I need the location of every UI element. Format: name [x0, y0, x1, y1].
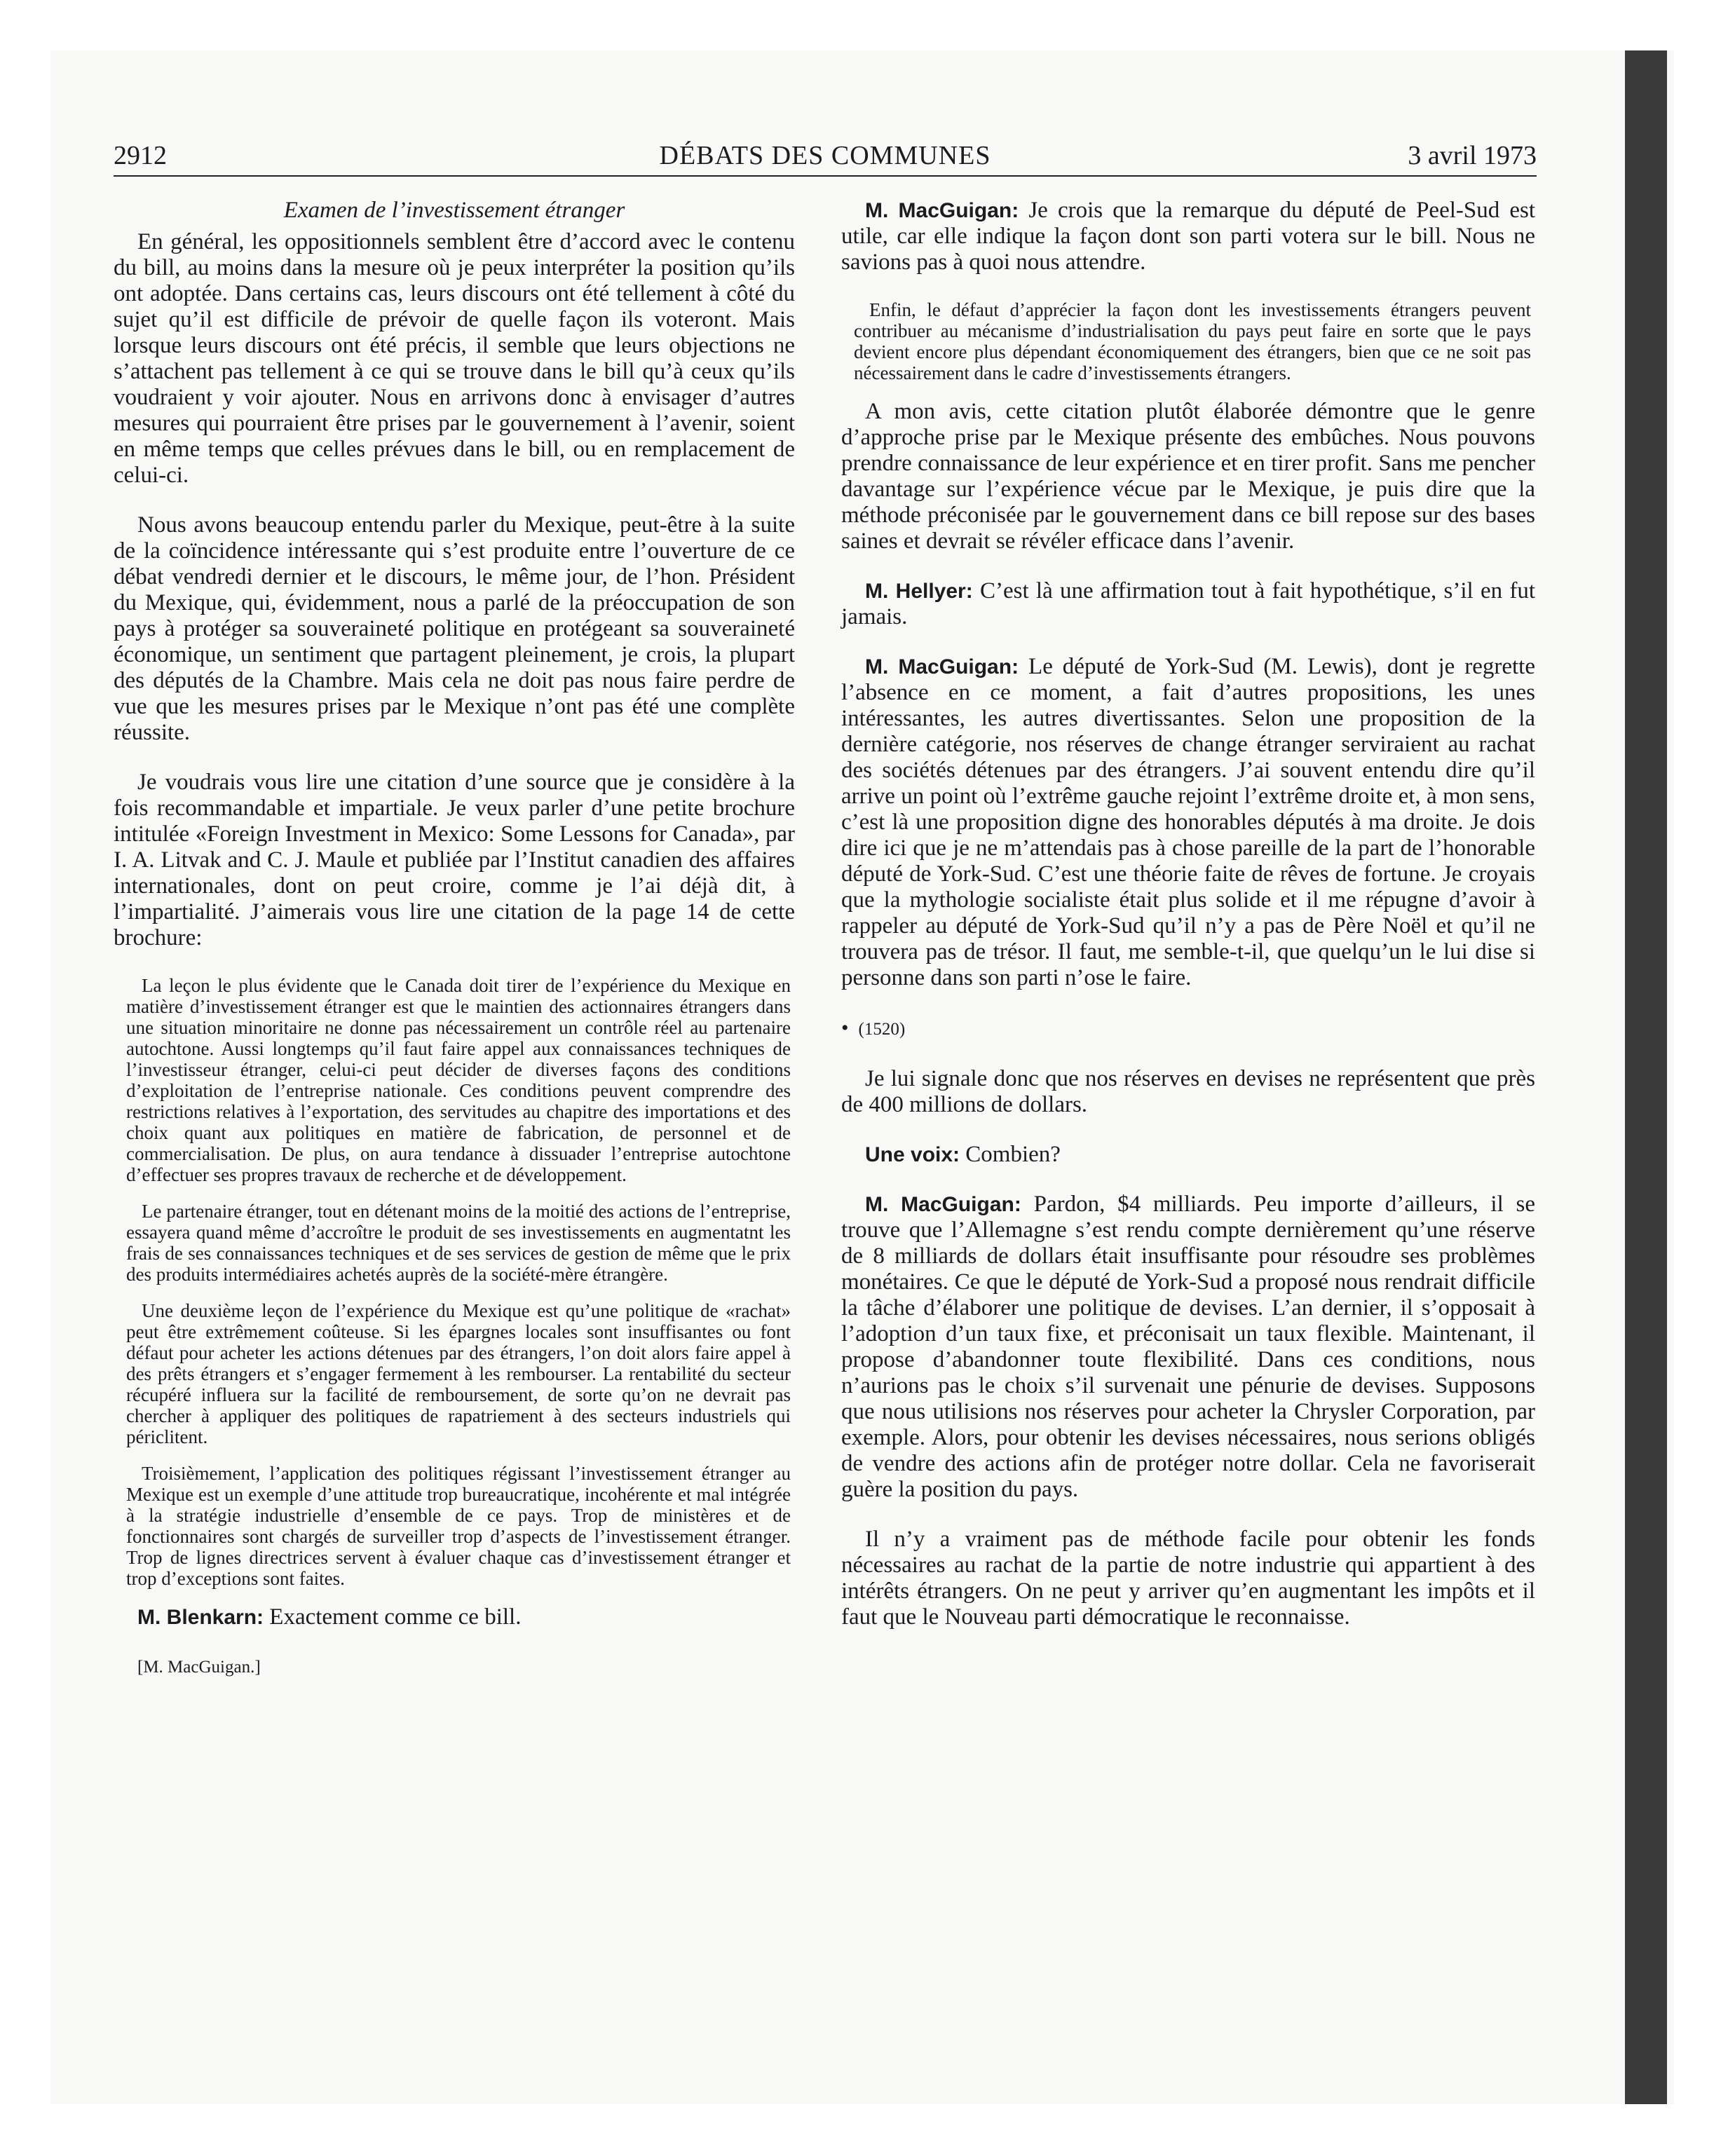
speech-text: Je crois que la remarque du député de Peel-Sud est utile, car elle indique la façon dont son parti votera sur le bill. Nous ne savions pas à quoi nous attendre.: [841, 198, 1536, 275]
speech-text: Le député de York-Sud (M. Lewis), dont je regrette l’absence en ce moment, a fait d’autres propositions, les unes intéressantes, les autres divertissantes. Selon une proposition de la dernière catégorie, nos réserves de change étranger serviraient au rachat des sociétés détenues par des étrangers. J’ai souvent entendu dire qu’il arrive un point où l’extrême gauche rejoint l’extrême droite et, à mon sens, c’est là une proposition digne des honorables députés à ma droite. Je dois dire ici que je ne m’attendais pas à chose pareille de la part de l’honorable député de York-Sud. C’est une théorie faite de rêves de fortune. Je croyais que la mythologie socialiste était plus solide et il me répugne d’avoir à rappeler au député de York-Sud qu’il n’y a pas de Père Noël et qu’il ne trouvera pas de trésor. Il faut, me semble-t-il, que quelqu’un le lui dise si personne dans son parti n’ose le faire.: [841, 654, 1536, 990]
speaker-name: Une voix:: [865, 1143, 960, 1166]
page-number: 2912: [114, 141, 167, 170]
speech-macguigan: [841, 198, 1535, 275]
speech-voix: [841, 1142, 1535, 1168]
paragraph: Il n’y a vraiment pas de méthode facile pour obtenir les fonds nécessaires au rachat de la partie de notre industrie qui appartient à des intérêts étrangers. On ne peut y arriver qu’en augmentant les impôts et il faut que le Nouveau parti démocratique le reconnaisse.: [841, 1527, 1535, 1630]
speech-hellyer: [841, 578, 1535, 630]
speaker-name: M. Blenkarn:: [137, 1606, 264, 1629]
paragraph: Je lui signale donc que nos réserves en devises ne représentent que près de 400 millions de dollars.: [841, 1066, 1535, 1117]
scan-edge-bar: [1625, 50, 1667, 2104]
speech-macguigan: [841, 654, 1535, 991]
paragraph: En général, les oppositionnels semblent être d’accord avec le contenu du bill, au moins dans la mesure où je peux interpréter la position qu’ils ont adoptée. Dans certains cas, leurs discours ont été tellement à côté du sujet qu’il est difficile de prévoir de quelle façon ils voteront. Mais lorsque leurs discours ont été précis, il semble que leurs objections ne s’attachent pas tellement à ce qui se trouve dans le bill qu’à ceux qu’ils voudraient y voir ajouter. Nous en arrivons donc à envisager d’autres mesures qui pourraient être prises par le gouvernement à l’avenir, soient en même temps que celles prévues dans le bill, ou en remplacement de celui-ci.: [114, 229, 795, 488]
quotation: Une deuxième leçon de l’expérience du Mexique est qu’une politique de «rachat» peut être extrêmement coûteuse. Si les épargnes locales sont insuffisantes ou font défaut pour acheter les actions détenues par des étrangers, l’on doit alors faire appel à des prêts étrangers et s’engager fermement à les rembourser. La rentabilité du secteur récupéré influera sur la facilité de remboursement, de sorte qu’on ne devrait pas chercher à appliquer des politiques de rapatriement à des secteurs industriels qui périclitent.: [126, 1300, 791, 1447]
speech-macguigan: [841, 1192, 1535, 1503]
time-marker-text: (1520): [858, 1020, 906, 1039]
speech-text: Exactement comme ce bill.: [269, 1604, 522, 1630]
publication-title: DÉBATS DES COMMUNES: [659, 141, 991, 170]
quotation: La leçon le plus évidente que le Canada doit tirer de l’expérience du Mexique en matière d’investissement étranger est que le maintien des actionnaires étrangers dans une situation minoritaire ne donne pas nécessairement un contrôle réel au partenaire autochtone. Aussi longtemps qu’il faut faire appel aux connaissances techniques de l’investisseur étranger, celui-ci peut décider de diverses façons des conditions d’exploitation de l’entreprise nationale. Ces conditions peuvent comprendre des restrictions relatives à l’exportation, des servitudes au chapitre des importations et des choix quant aux politiques en matière de fabrication, de personnel et de commercialisation. De plus, on aura tendance à dissuader l’entreprise autochtone d’effectuer ses propres travaux de recherche et de développement.: [126, 975, 791, 1185]
quotation: Le partenaire étranger, tout en détenant moins de la moitié des actions de l’entreprise, essayera quand même d’accroître le produit de ses investissements en augmentatnt les frais de ses connaissances techniques et de ses services de gestion de même que le prix des produits intermédiaires achetés auprès de la société-mère étrangère.: [126, 1201, 791, 1285]
quotation: Enfin, le défaut d’apprécier la façon dont les investissements étrangers peuvent contribuer au mécanisme d’industrialisation du pays peut faire en sorte que le pays devient encore plus dépendant économiquement des étrangers, bien que ce ne soit pas nécessairement dans le cadre d’investissements étrangers.: [854, 299, 1531, 383]
speech-text: Pardon, $4 milliards. Peu importe d’ailleurs, il se trouve que l’Allemagne s’est rendu compte dernièrement qu’une réserve de 8 milliards de dollars était insuffisante pour résoudre ses problèmes monétaires. Ce que le député de York-Sud a proposé nous rendrait difficile la tâche d’élaborer une politique de devises. L’an dernier, il s’opposait à l’adoption d’un taux fixe, et préconisait un taux flexible. Maintenant, il propose d’abandonner toute flexibilité. Dans ces conditions, nous n’aurions pas le choix s’il survenait une pénurie de devises. Supposons que nous utilisions nos réserves pour acheter la Chrysler Corporation, par exemple. Alors, pour obtenir les devises nécessaires, nous serions obligés de vendre des actions afin de protéger notre dollar. Cela ne favoriserait guère la position du pays.: [841, 1192, 1535, 1502]
speech-text: C’est là une affirmation tout à fait hypothétique, s’il en fut jamais.: [841, 578, 1536, 629]
paragraph: Nous avons beaucoup entendu parler du Mexique, peut-être à la suite de la coïncidence intéressante qui s’est produite entre l’ouverture de ce débat vendredi dernier et le discours, le même jour, de l’hon. Président du Mexique, qui, évidemment, nous a parlé de la préoccupation de son pays à protéger sa souveraineté politique en protégeant sa souveraineté économique, un sentiment que partagent pleinement, je crois, la plupart des députés de la Chambre. Mais cela ne doit pas nous faire perdre de vue que les mesures prises par le Mexique n’ont pas été une complète réussite.: [114, 512, 795, 745]
speech-text: Combien?: [965, 1142, 1061, 1167]
quotation: Troisièmement, l’application des politiques régissant l’investissement étranger au Mexique est un exemple d’une attitude trop bureaucratique, incohérente et mal intégrée à la stratégie industrielle d’ensemble de ce pays. Trop de ministères et de fonctionnaires sont chargés de surveiller trop d’aspects de l’investissement étranger. Trop de lignes directrices servent à évaluer chaque cas d’investissement étranger et trop d’exceptions sont faites.: [126, 1463, 791, 1589]
speaker-name: M. MacGuigan:: [865, 1193, 1021, 1216]
page-header: [114, 139, 1537, 177]
bullet-icon: •: [841, 1016, 849, 1039]
speaker-name: M. MacGuigan:: [865, 655, 1019, 678]
left-column: [114, 198, 795, 1704]
paragraph: Je voudrais vous lire une citation d’une source que je considère à la fois recommandable et impartiale. Je veux parler d’une petite brochure intitulée «Foreign Investment in Mexico: Some Lessons for Canada», par I. A. Litvak and C. J. Maule et publiée par l’Institut canadien des affaires internationales, dont on peut croire, comme je l’ai déjà dit, à l’impartialité. J’aimerais vous lire une citation de la page 14 de cette brochure:: [114, 770, 795, 950]
page-date: 3 avril 1973: [1408, 141, 1537, 170]
time-marker: [841, 1015, 1535, 1042]
right-column: [841, 198, 1535, 1654]
speaker-name: M. MacGuigan:: [865, 199, 1019, 222]
section-title: Examen de l’investissement étranger: [283, 198, 625, 223]
speaker-reference: [M. MacGuigan.]: [137, 1658, 261, 1677]
paragraph: A mon avis, cette citation plutôt élaborée démontre que le genre d’approche prise par le Mexique présente des embûches. Nous pouvons prendre connaissance de leur expérience et en tirer profit. Sans me pencher davantage sur l’expérience vécue par le Mexique, je puis dire que la méthode préconisée par le gouvernement dans ce bill repose sur des bases saines et devrait se révéler efficace dans l’avenir.: [841, 399, 1535, 554]
speech-blenkarn: [114, 1604, 795, 1630]
speaker-name: M. Hellyer:: [865, 580, 973, 603]
